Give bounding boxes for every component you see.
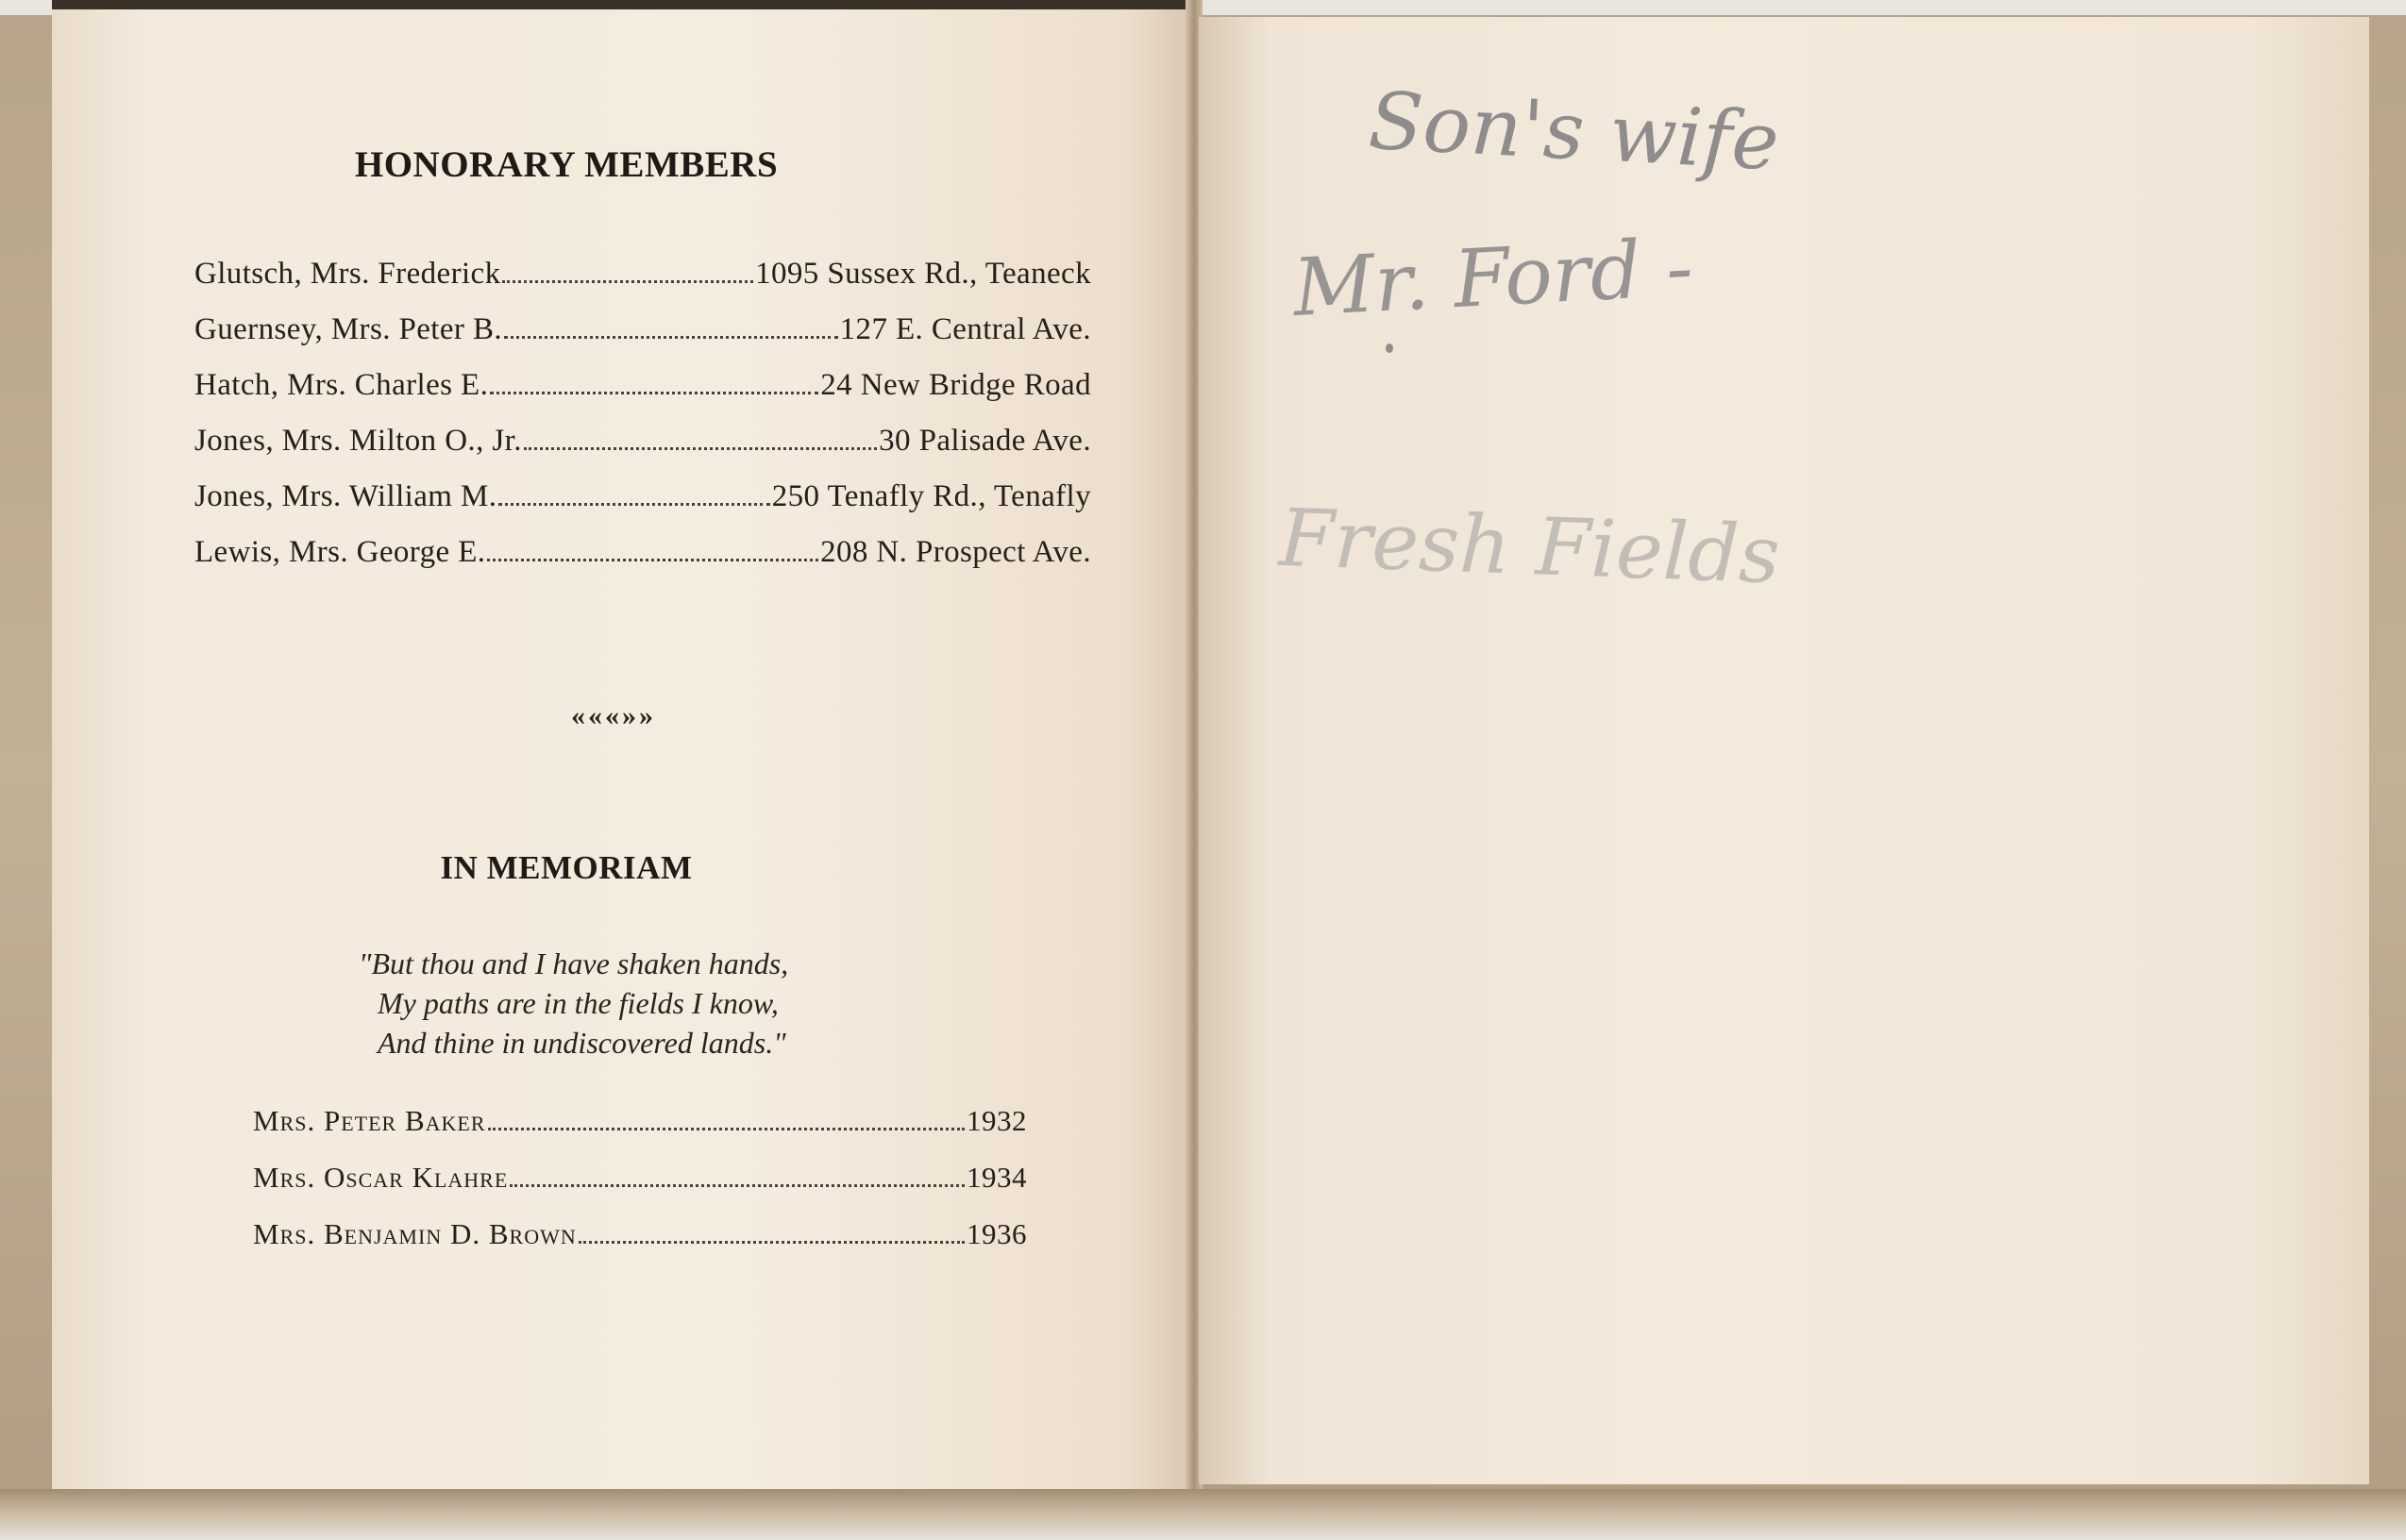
poem-line: "But thou and I have shaken hands, <box>359 946 789 980</box>
memoriam-year: 1936 <box>967 1217 1027 1250</box>
list-item <box>194 257 1091 312</box>
dot-leader <box>498 503 769 506</box>
dot-leader <box>502 280 753 283</box>
honorary-members-list <box>194 257 1091 591</box>
member-address: 127 E. Central Ave. <box>839 312 1091 346</box>
list-item <box>253 1217 1027 1274</box>
memoriam-name: Mrs. Peter Baker <box>253 1104 486 1137</box>
member-name: Lewis, Mrs. George E. <box>194 535 486 569</box>
list-item <box>194 479 1091 535</box>
memoriam-name: Mrs. Oscar Klahre <box>253 1161 509 1194</box>
memoriam-list <box>253 1104 1027 1274</box>
member-address: 30 Palisade Ave. <box>879 424 1091 458</box>
memoriam-name: Mrs. Benjamin D. Brown <box>253 1217 577 1250</box>
in-memoriam-heading: IN MEMORIAM <box>440 849 693 886</box>
list-item <box>253 1104 1027 1161</box>
dot-leader <box>504 336 838 339</box>
dot-leader <box>524 447 877 450</box>
member-address: 1095 Sussex Rd., Teaneck <box>755 257 1091 291</box>
list-item <box>194 312 1091 368</box>
dot-leader <box>579 1241 965 1244</box>
handwritten-note: Fresh Fields <box>1277 491 1782 602</box>
list-item <box>253 1161 1027 1217</box>
member-name: Jones, Mrs. Milton O., Jr. <box>194 424 522 458</box>
dot-leader <box>487 559 818 561</box>
memoriam-year: 1934 <box>967 1161 1027 1194</box>
member-name: Guernsey, Mrs. Peter B. <box>194 312 503 346</box>
list-item <box>194 424 1091 479</box>
member-address: 24 New Bridge Road <box>820 368 1091 402</box>
dot-leader <box>490 392 818 394</box>
section-ornament: «««»» <box>571 700 656 731</box>
poem-line: And thine in undiscovered lands." <box>378 1026 786 1060</box>
member-name: Hatch, Mrs. Charles E. <box>194 368 489 402</box>
member-address: 250 Tenafly Rd., Tenafly <box>771 479 1091 513</box>
poem-line: My paths are in the fields I know, <box>378 986 779 1020</box>
handwritten-note: Son's wife <box>1366 74 1781 189</box>
member-name: Jones, Mrs. William M. <box>194 479 497 513</box>
memorial-poem <box>359 944 944 1063</box>
list-item <box>194 368 1091 424</box>
pencil-mark <box>1386 343 1393 353</box>
member-address: 208 N. Prospect Ave. <box>820 535 1091 569</box>
handwritten-note: Mr. Ford - <box>1290 220 1695 335</box>
honorary-members-heading: HONORARY MEMBERS <box>354 144 779 185</box>
dot-leader <box>510 1184 965 1187</box>
dot-leader <box>488 1128 965 1130</box>
member-name: Glutsch, Mrs. Frederick <box>194 257 501 291</box>
memoriam-year: 1932 <box>967 1104 1027 1137</box>
list-item <box>194 535 1091 591</box>
book-bottom-edge <box>0 1489 2406 1540</box>
